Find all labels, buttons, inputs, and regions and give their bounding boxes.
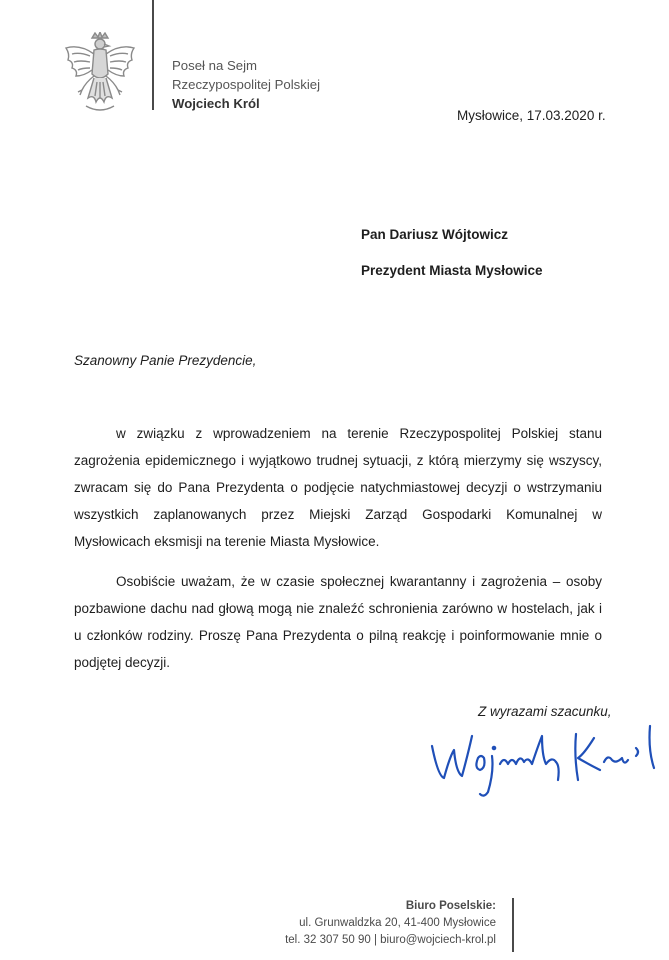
salutation: Szanowny Panie Prezydencie, bbox=[74, 353, 257, 368]
recipient-name: Pan Dariusz Wójtowicz bbox=[361, 227, 509, 242]
body-paragraph-2: Osobiście uważam, że w czasie społecznej kwarantanny i zagrożenia – osoby pozbawione dachu nad głową mogą nie znaleźć schronienia zarówno w hostelach, jak i u członków rodziny. Proszę Pana Prezydenta o pilną reakcję i poinformowanie mnie o podjętej decyzji. bbox=[74, 574, 602, 670]
handwritten-signature bbox=[428, 706, 668, 816]
sender-line-1: Poseł na Sejm bbox=[172, 58, 258, 73]
recipient-block bbox=[361, 217, 543, 289]
closing-phrase: Z wyrazami szacunku, bbox=[478, 704, 612, 719]
sender-name: Wojciech Król bbox=[172, 96, 260, 111]
footer-divider bbox=[512, 898, 514, 952]
polish-eagle-emblem-icon bbox=[62, 32, 138, 116]
footer-contact: tel. 32 307 50 90 | biuro@wojciech-krol.pl bbox=[285, 934, 496, 946]
recipient-title: Prezydent Miasta Mysłowice bbox=[361, 263, 543, 278]
footer-label: Biuro Poselskie: bbox=[405, 900, 496, 912]
sender-line-2: Rzeczypospolitej Polskiej bbox=[172, 77, 321, 92]
place-and-date: Mysłowice, 17.03.2020 r. bbox=[457, 108, 606, 123]
header-divider bbox=[152, 0, 154, 110]
letter-body bbox=[74, 420, 602, 689]
body-paragraph-1: w związku z wprowadzeniem na terenie Rzeczypospolitej Polskiej stanu zagrożenia epidemicznego i wyjątkowo trudnej sytuacji, z którą mierzymy się wszyscy, zwracam się do Pana Prezydenta o podjęcie natychmiastowej decyzji o wstrzymaniu wszystkich zaplanowanych przez Miejski Zarząd Gospodarki Komunalnej w Mysłowicach eksmisji na terenie Miasta Mysłowice. bbox=[74, 426, 602, 549]
footer-address: ul. Grunwaldzka 20, 41-400 Mysłowice bbox=[299, 917, 496, 929]
sender-block bbox=[172, 56, 320, 113]
office-footer bbox=[285, 898, 496, 949]
